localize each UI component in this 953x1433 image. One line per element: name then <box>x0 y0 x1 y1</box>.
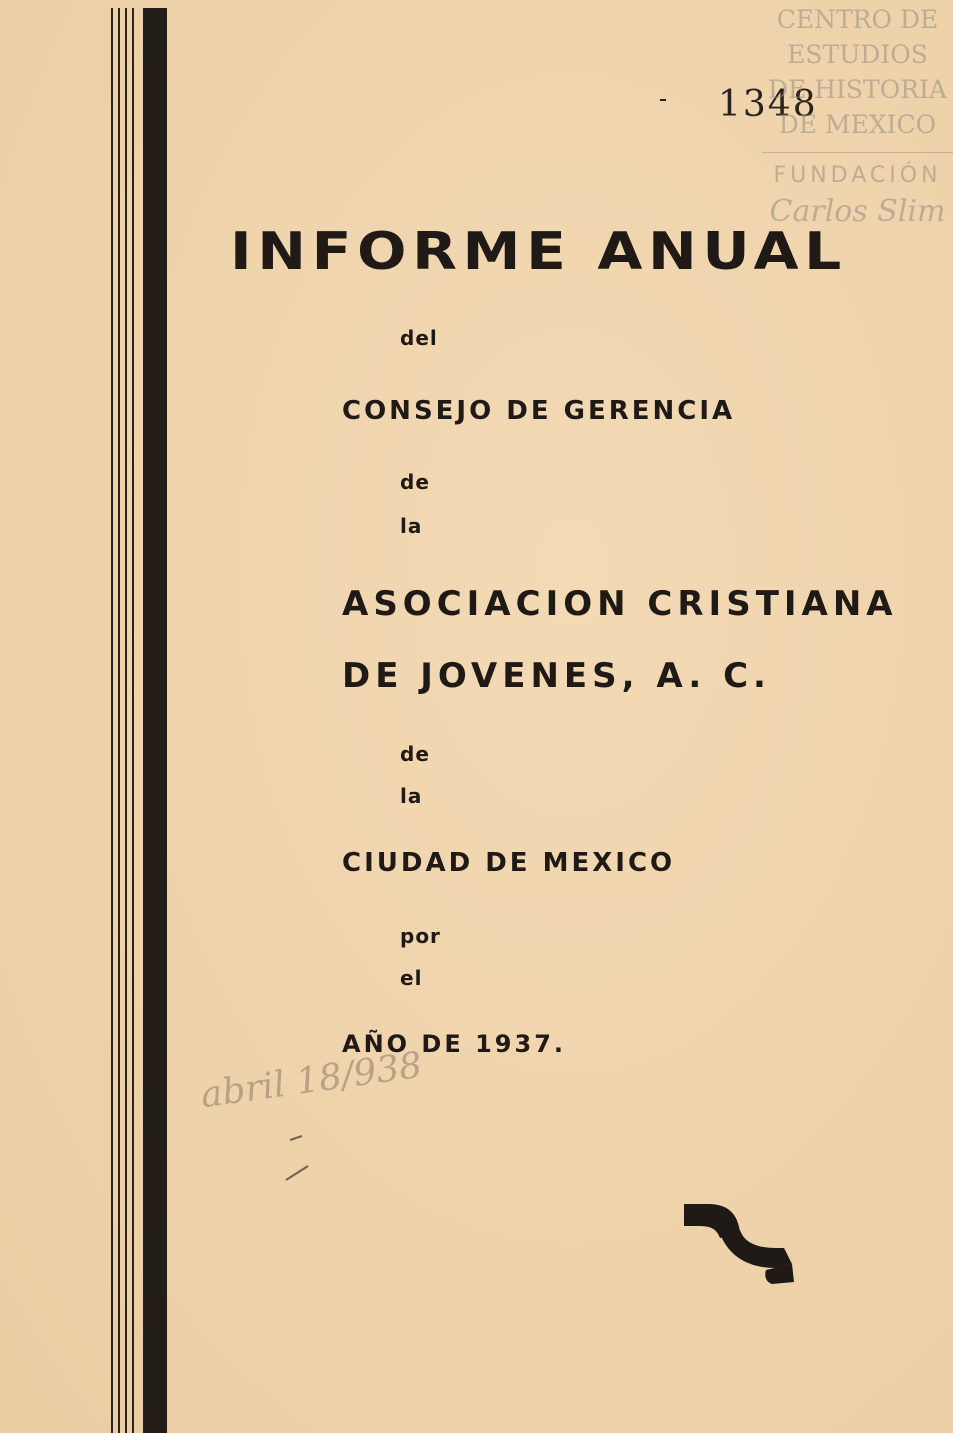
stamp-signature: Carlos Slim <box>769 194 946 229</box>
stamp-foundation: FUNDACIÓN <box>762 152 953 188</box>
text-la: la <box>400 784 423 808</box>
text-la: la <box>400 514 423 538</box>
text-por: por <box>400 924 441 948</box>
text-de: de <box>400 742 430 766</box>
association-line-1: ASOCIACION CRISTIANA <box>342 584 898 624</box>
spine-line <box>132 8 134 1433</box>
stamp-line: DE MEXICO <box>778 110 937 139</box>
pencil-mark <box>280 1130 320 1190</box>
document-title: INFORME ANUAL <box>230 222 847 282</box>
catalog-number: 1348 <box>718 84 818 125</box>
handwritten-note: abril 18/938 <box>198 1044 425 1117</box>
spine-bar <box>143 8 167 1433</box>
city-name: CIUDAD DE MEXICO <box>342 848 676 878</box>
text-el: el <box>400 966 423 990</box>
spine-line <box>111 8 113 1433</box>
association-line-2: DE JOVENES, A. C. <box>342 656 771 696</box>
stamp-line: CENTRO DE <box>776 5 939 34</box>
spine-line <box>125 8 127 1433</box>
stamp-line: ESTUDIOS <box>787 40 928 69</box>
archive-stamp <box>762 2 953 234</box>
stamp-line: DE HISTORIA <box>768 75 947 104</box>
text-del: del <box>400 326 438 350</box>
report-year: AÑO DE 1937. <box>342 1030 567 1058</box>
ymca-logo-icon <box>680 1198 800 1288</box>
council-name: CONSEJO DE GERENCIA <box>342 396 736 426</box>
dash-mark <box>660 99 666 101</box>
spine-line <box>118 8 120 1433</box>
text-de: de <box>400 470 430 494</box>
